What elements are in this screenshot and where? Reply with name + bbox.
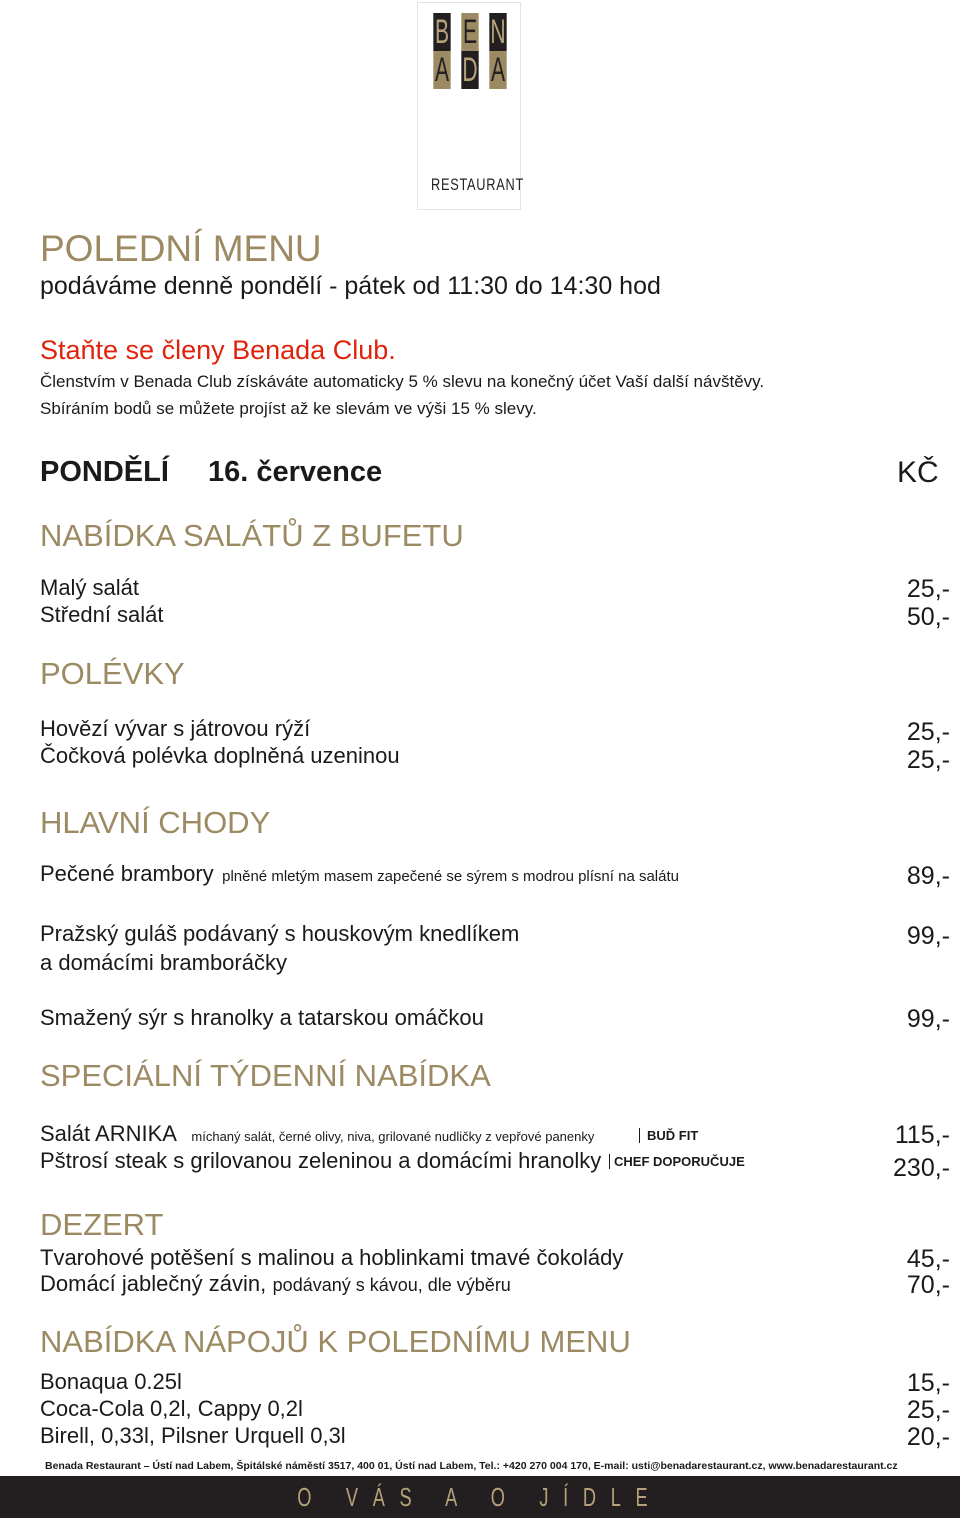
menu-item-name: Pečené brambory (40, 861, 214, 886)
logo-letter: A (490, 50, 506, 89)
club-text-2: Sbíráním bodů se můžete projíst až ke slevám ve výši 15 % slevy. (40, 399, 537, 418)
logo-letter: N (490, 12, 506, 51)
logo-letter: E (462, 12, 478, 51)
menu-item-price: 45,- (906, 1245, 950, 1273)
menu-item-name: Malý salát (40, 575, 140, 600)
menu-item-price: 99,- (906, 922, 950, 950)
menu-item-name: Pštrosí steak s grilovanou zeleninou a domácími hranolky (40, 1148, 602, 1173)
menu-item (40, 1121, 594, 1147)
menu-item (40, 1271, 511, 1297)
menu-item-price: 25,- (906, 575, 950, 603)
menu-item-name: Pražský guláš podávaný s houskovým knedlíkem (40, 921, 520, 946)
footer-slogan (0, 1476, 960, 1518)
menu-item-price: 115,- (894, 1121, 950, 1149)
day-date: 16. července (208, 456, 383, 488)
menu-item-price: 15,- (906, 1369, 950, 1397)
menu-item-price: 230,- (893, 1154, 950, 1182)
menu-item-name: Coca-Cola 0,2l, Cappy 0,2l (40, 1396, 303, 1421)
logo-wordmark: RESTAURANT (431, 175, 524, 194)
footer-contact: Benada Restaurant – Ústí nad Labem, Špitálské náměstí 3517, 400 01, Ústí nad Labem, Tel.: +420 270 004 170, E-mail: usti@benadarestaurant.cz, www.benadarestaurant.cz (45, 1460, 898, 1472)
restaurant-logo (417, 2, 524, 210)
menu-item-name-cont: a domácími bramboráčky (40, 950, 287, 975)
menu-item-price: 25,- (906, 718, 950, 746)
menu-item-detail: míchaný salát, černé olivy, niva, grilované nudličky z vepřové panenky (191, 1129, 595, 1144)
menu-item-detail: podávaný s kávou, dle výběru (272, 1275, 511, 1295)
menu-item-name: Čočková polévka doplněná uzeninou (40, 743, 400, 768)
menu-item-price: 70,- (906, 1271, 950, 1299)
badge-buď-fit: BUĎ FIT (639, 1128, 698, 1143)
menu-item-name: Birell, 0,33l, Pilsner Urquell 0,3l (40, 1423, 346, 1448)
menu-item-name: Salát ARNIKA (40, 1121, 177, 1146)
menu-item-price: 25,- (906, 746, 950, 774)
menu-item-name: Bonaqua 0.25l (40, 1369, 182, 1394)
serving-hours: podáváme denně pondělí - pátek od 11:30 do 14:30 hod (40, 272, 661, 300)
club-headline: Staňte se členy Benada Club. (40, 335, 396, 365)
footer-slogan-text: O VÁS A O JÍDLE (297, 1481, 663, 1512)
menu-item-price: 50,- (906, 603, 950, 631)
logo-letter: B (434, 12, 450, 51)
day-weekday: PONDĚLÍ (40, 456, 169, 488)
page-title: POLEDNÍ MENU (40, 228, 322, 269)
menu-item-price: 99,- (906, 1005, 950, 1033)
badge-chef-recommends: CHEF DOPORUČUJE (609, 1154, 745, 1169)
section-title-dessert: DEZERT (40, 1207, 164, 1242)
logo-letter: A (434, 50, 450, 89)
section-title-drinks: NABÍDKA NÁPOJŮ K POLEDNÍMU MENU (40, 1324, 631, 1359)
section-title-soups: POLÉVKY (40, 656, 185, 691)
section-title-special: SPECIÁLNÍ TÝDENNÍ NABÍDKA (40, 1058, 491, 1093)
menu-item-name: Domácí jablečný závin, (40, 1271, 267, 1296)
logo-letter: D (462, 50, 478, 89)
menu-item-name: Tvarohové potěšení s malinou a hoblinkami tmavé čokolády (40, 1245, 624, 1270)
menu-item-price: 20,- (906, 1423, 950, 1451)
menu-item (40, 861, 679, 887)
menu-item-name: Smažený sýr s hranolky a tatarskou omáčkou (40, 1005, 484, 1030)
section-title-salads: NABÍDKA SALÁTŮ Z BUFETU (40, 518, 464, 553)
menu-item-name: Střední salát (40, 602, 164, 627)
club-text-1: Členstvím v Benada Club získáváte automaticky 5 % slevu na konečný účet Vaší další návštěvy. (40, 372, 765, 391)
menu-item-price: 89,- (906, 862, 950, 890)
currency-label: KČ (897, 456, 939, 489)
section-title-mains: HLAVNÍ CHODY (40, 805, 271, 840)
menu-item-name: Hovězí vývar s játrovou rýží (40, 716, 311, 741)
menu-item-detail: plněné mletým masem zapečené se sýrem s modrou plísní na salátu (222, 868, 679, 885)
logo-letter-grid (428, 13, 512, 89)
menu-item-price: 25,- (906, 1396, 950, 1424)
